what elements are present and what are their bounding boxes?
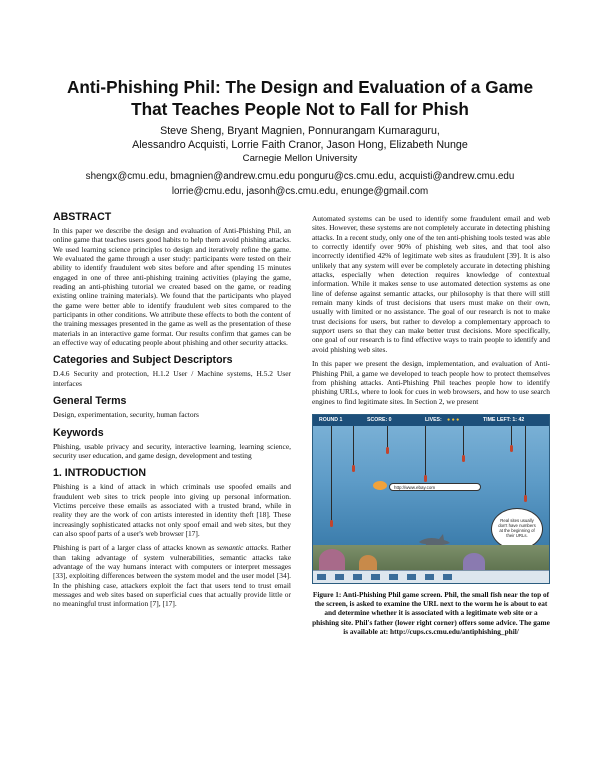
introduction-para-2: [53, 543, 291, 608]
right-para-1: [312, 214, 550, 354]
phil-fish-icon: [373, 481, 387, 490]
fishing-line: [525, 426, 526, 496]
general-terms-heading: General Terms: [53, 395, 127, 408]
coral-shape: [463, 553, 485, 571]
paper-title: [40, 76, 560, 120]
url-label: http://www.ebay.com: [389, 483, 481, 491]
right-para-1-emphasis: support: [312, 326, 335, 336]
intro-para-2-end: . Rather than taking advantage of system vulnerabilities, semantic attacks take advantage of the way humans interact with computers or interpret messages [33], exploiting differences between the system model and the user model [34]. In the phishing case, attackers exploit the fact that users tend to trust email messages and web sites based on superficial cues that actually provide little or no meaningful trust information [7], [17].: [53, 543, 291, 609]
general-terms-text: Design, experimentation, security, human factors: [53, 410, 199, 420]
left-column: [53, 211, 291, 609]
introduction-para-1: Phishing is a kind of attack in which criminals use spoofed emails and fraudulent web sites to trick people into giving up personal information. Victims perceive these emails as associated with a trusted brand, while in reality they are the work of con artists interested in identity theft [18]. These increasingly sophisticated attacks not only spoof email and web sites, but they can also spoof parts of a user's web browser [17].: [53, 482, 291, 538]
worm-icon: [352, 465, 355, 472]
toolbar-icons: [313, 571, 549, 583]
worm-icon: [462, 455, 465, 462]
coral-shape: [319, 549, 345, 571]
figure-caption: Figure 1: Anti-Phishing Phil game screen. Phil, the small fish near the top of the screen, is asked to examine the URL next to the worm he is about to eat and determine whether it is associated with a legitimate web site or a phishing site. Phil's father (lower right corner) offers some advice. The game is available at: http://cups.cs.cmu.edu/antiphishing_phil/: [312, 589, 550, 637]
emails-line-2: lorrie@cmu.edu, jasonh@cs.cmu.edu, enunge@gmail.com: [171, 186, 429, 197]
fishing-line: [331, 426, 332, 521]
fishing-line: [387, 426, 388, 448]
coral-shape: [359, 555, 377, 571]
fishing-line: [463, 426, 464, 456]
affiliation: Carnegie Mellon University: [242, 153, 358, 164]
author-emails: [40, 169, 560, 199]
categories-heading: Categories and Subject Descriptors: [53, 354, 233, 367]
authors-line-1: Steve Sheng, Bryant Magnien, Ponnurangam Kumaraguru,: [160, 125, 440, 137]
game-toolbar: [313, 570, 549, 583]
categories-text: D.4.6 Security and protection, H.1.2 User / Machine systems, H.5.2 User interfaces: [53, 369, 291, 388]
hud-lives: LIVES:: [425, 416, 442, 423]
hud-time: TIME LEFT: 1: 42: [483, 416, 525, 423]
fishing-line: [425, 426, 426, 476]
intro-para-2-emphasis: semantic attacks: [216, 543, 267, 553]
fishing-line: [353, 426, 354, 466]
keywords-heading: Keywords: [53, 426, 104, 439]
hud-round: ROUND 1: [319, 416, 343, 423]
game-screenshot-figure: [312, 414, 550, 584]
title-line-1: Anti-Phishing Phil: The Design and Evaluation of a Game: [66, 77, 534, 97]
right-column: [312, 214, 550, 636]
title-line-2: That Teaches People Not to Fall for Phish: [131, 99, 469, 119]
right-para-1-start: Automated systems can be used to identify some fraudulent email and web sites. However, these systems are not completely accurate in detecting phishing attacks. In a recent study, only one of the ten anti-phishing tools tested was able to correctly identify over 90% of phishing web sites, and that tool also incorrectly identified 42% of legitimate web sites as fraudulent [39]. It is also unlikely that any system will ever be completely accurate in detecting phishing attacks, especially when detection requires knowledge of contextual information. While it makes sense to use automated detection systems as one line of defense against semantic attacks, our philosophy is that there will still remain many kinds of trust decisions that users must make on their own, usually with limited or no assistance. The goal of our research is not to make trust decisions for users, but rather to develop a complementary approach to: [312, 214, 550, 326]
lives-fish-icons: ● ● ●: [447, 416, 460, 423]
introduction-heading: 1. INTRODUCTION: [53, 467, 146, 480]
worm-icon: [330, 520, 333, 527]
abstract-text: In this paper we describe the design and evaluation of Anti-Phishing Phil, an online game that teaches users good habits to help them avoid phishing attacks. We used learning science principles to design and iteratively refine the game. We evaluated the game through a user study: participants were tested on their ability to identify fraudulent web sites before and after spending 15 minutes engaged in one of three anti-phishing training activities (playing the game, reading an anti-phishing tutorial we created based on the game, or reading existing online training materials). We found that the participants who played the game were better able to identify fraudulent web sites compared to the participants in other conditions. We attribute these effects to both the content of the training messages presented in the game as well as the presentation of these materials in an interactive game format. Our results confirm that games can be an effective way of educating people about phishing and other security attacks.: [53, 226, 291, 348]
abstract-heading: ABSTRACT: [53, 211, 112, 223]
keywords-text: Phishing, usable privacy and security, interactive learning, learning science, security user education, and game design, development and testing: [53, 441, 291, 460]
seabed: [313, 545, 549, 571]
game-hud: [313, 415, 549, 426]
worm-icon: [510, 445, 513, 452]
worm-icon: [386, 447, 389, 454]
author-list: [40, 124, 560, 152]
fishing-line: [511, 426, 512, 446]
intro-para-2-start: Phishing is part of a larger class of attacks known as: [53, 543, 217, 553]
right-para-1-end: users so that they can make better trust decisions. More specifically, one goal of our research is to find effective ways to train people to identify and avoid phishing web sites.: [312, 326, 550, 354]
advice-bubble: Real sites usually don't have numbers at the beginning of their URLs.: [491, 508, 543, 550]
worm-icon: [424, 475, 427, 482]
right-para-2: In this paper we present the design, implementation, and evaluation of Anti-Phishing Phil, a game we developed to teach people how to protect themselves from phishing attacks. Anti-Phishing Phil teaches people how to identify phishing URLs, where to look for cues in web browsers, and how to use search engines to find legitimate sites. In Section 2, we present: [312, 359, 550, 406]
hud-score: SCORE: 0: [367, 416, 392, 423]
authors-line-2: Alessandro Acquisti, Lorrie Faith Cranor, Jason Hong, Elizabeth Nunge: [132, 139, 468, 151]
worm-icon: [524, 495, 527, 502]
emails-line-1: shengx@cmu.edu, bmagnien@andrew.cmu.edu ponguru@cs.cmu.edu, acquisti@andrew.cmu.edu: [85, 171, 515, 182]
